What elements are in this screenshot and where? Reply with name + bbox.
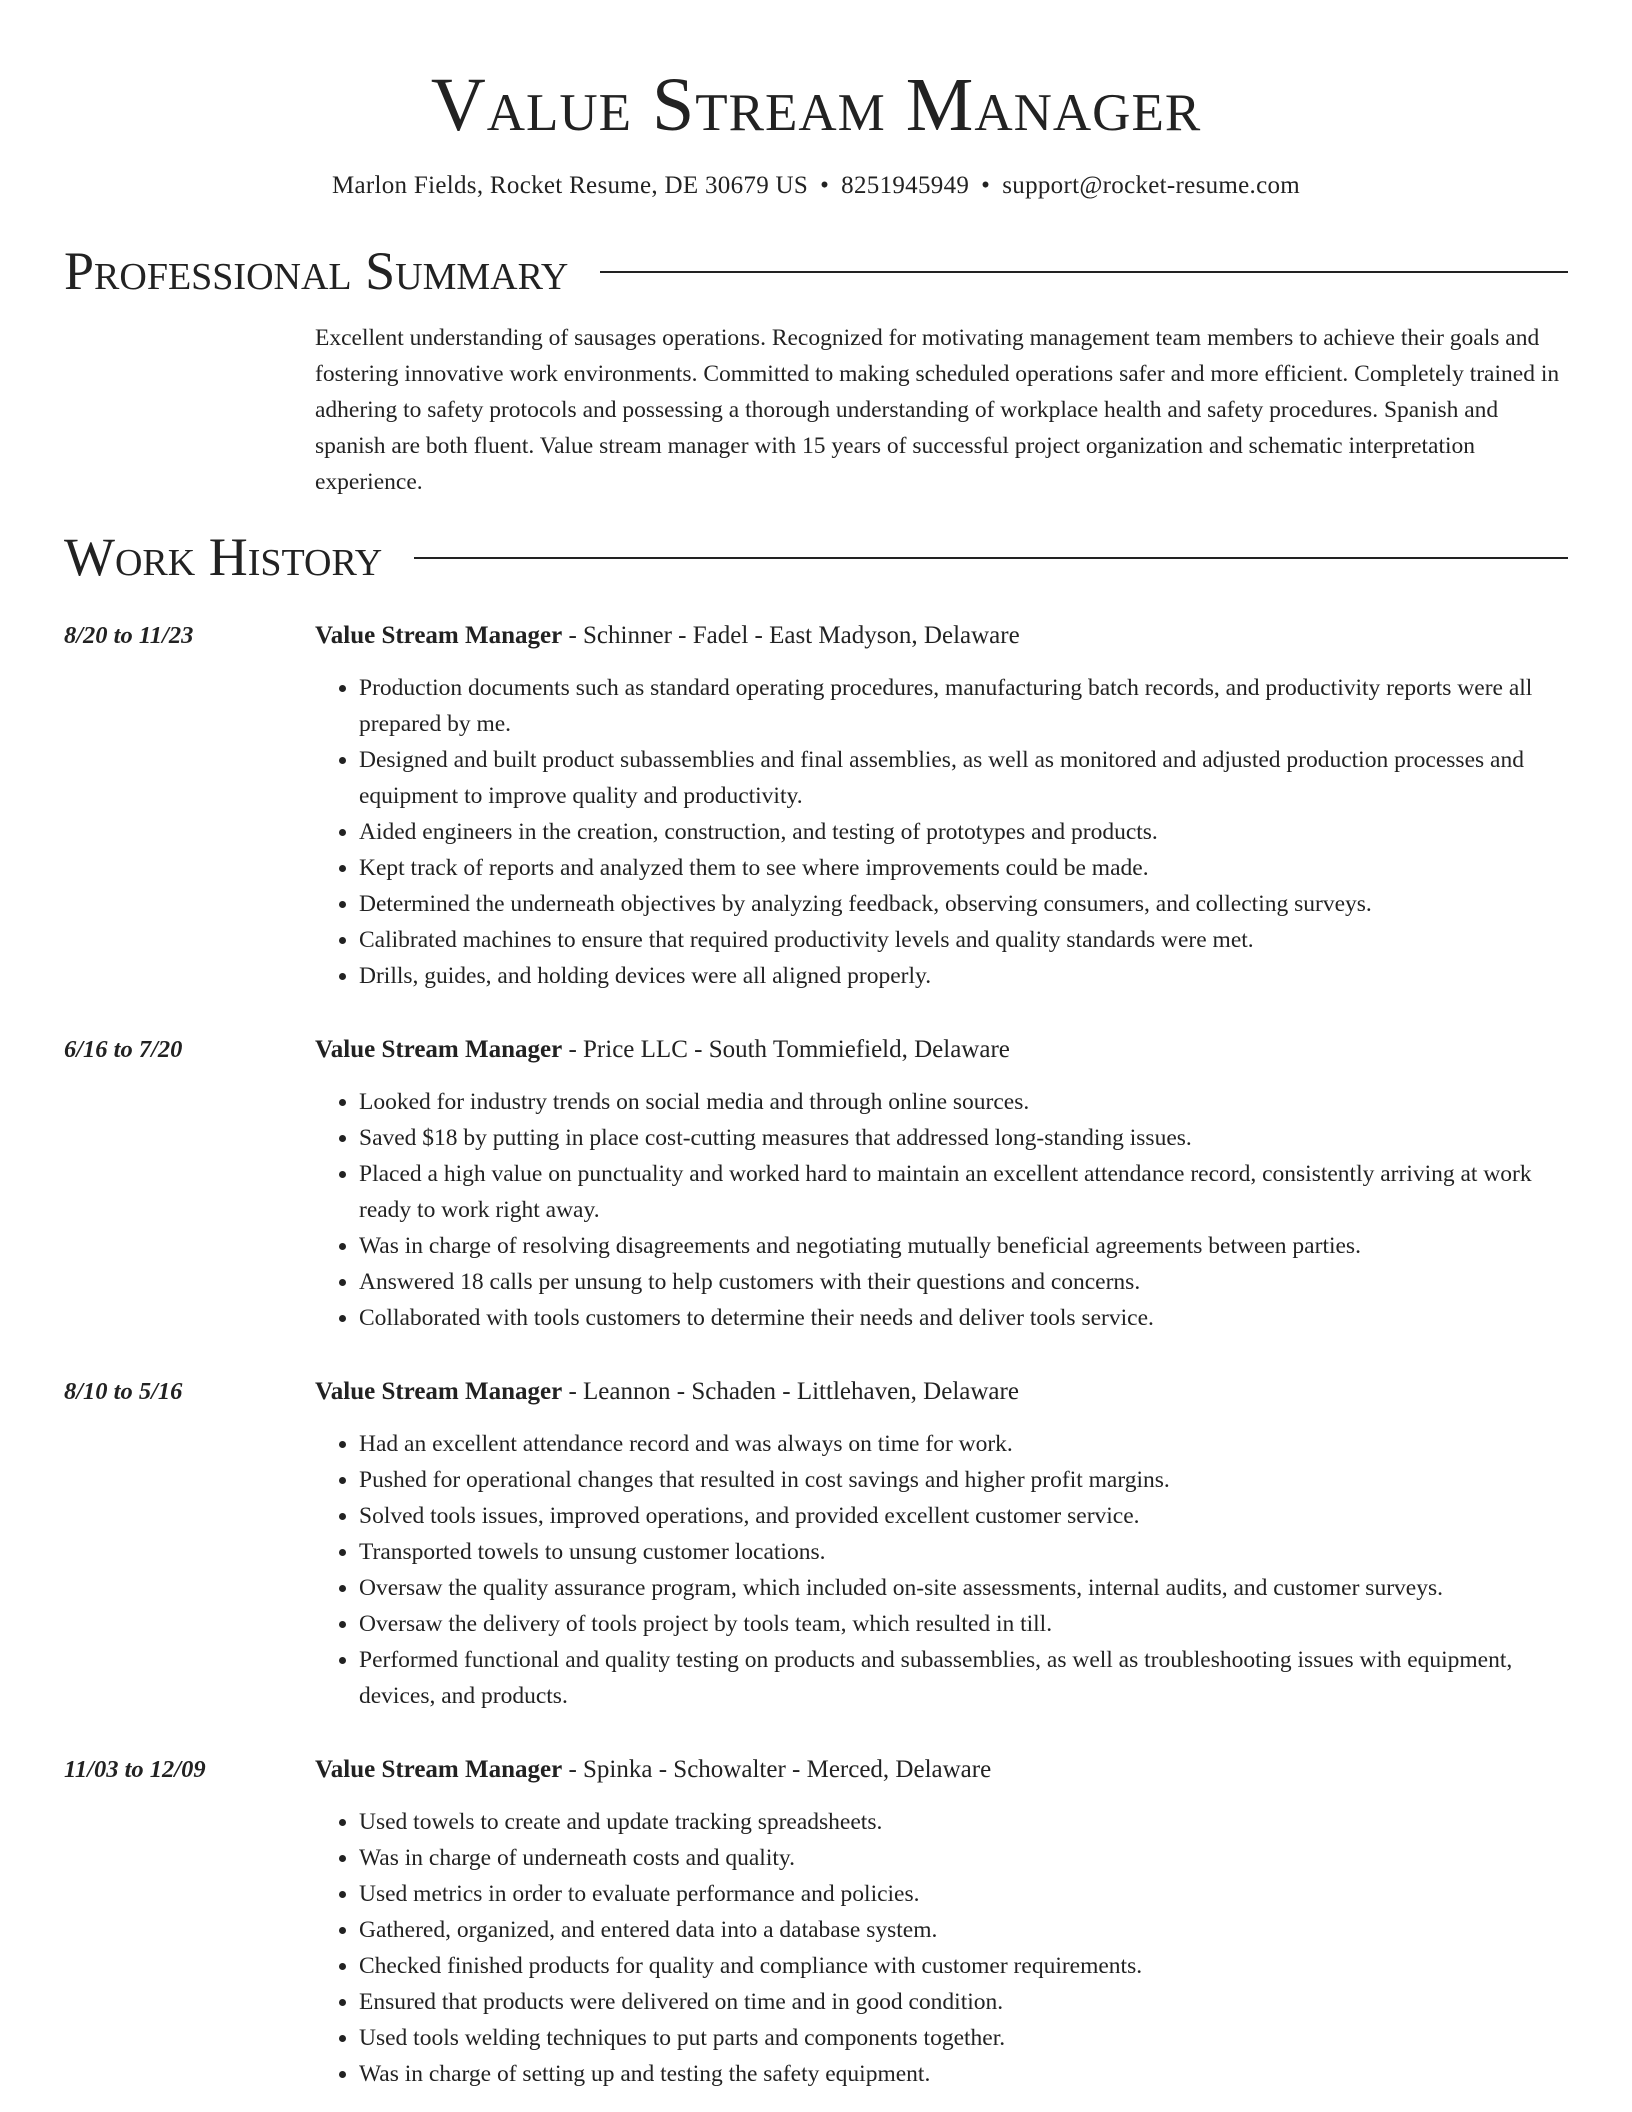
contact-separator: • xyxy=(981,172,991,199)
job-employer: - Price LLC - South Tommiefield, Delaware xyxy=(562,1036,1010,1063)
job-bullet: • Ensured that products were delivered on time and in good condition. xyxy=(359,1984,1568,2020)
job-bullet-list xyxy=(315,1084,1568,1336)
job-bullet: • Drills, guides, and holding devices were all aligned properly. xyxy=(359,958,1568,994)
job-dates: 11/03 to 12/09 xyxy=(64,1756,206,1783)
job-employer: - Leannon - Schaden - Littlehaven, Delaware xyxy=(562,1378,1019,1405)
job-dates: 6/16 to 7/20 xyxy=(64,1036,183,1063)
job-bullet: • Kept track of reports and analyzed them to see where improvements could be made. xyxy=(359,850,1568,886)
job-bullet-list xyxy=(315,1426,1568,1714)
job-bullet: • Had an excellent attendance record and was always on time for work. xyxy=(359,1426,1568,1462)
section-divider xyxy=(414,557,1568,559)
summary-heading: Professional Summary xyxy=(64,241,569,301)
job-bullet: • Gathered, organized, and entered data into a database system. xyxy=(359,1912,1568,1948)
job-title-line xyxy=(315,1752,1568,1788)
contact-line xyxy=(64,170,1568,202)
job-bullet: • Oversaw the quality assurance program, which included on-site assessments, internal audits, and customer surveys. xyxy=(359,1570,1568,1606)
work-history-list xyxy=(64,618,1568,2092)
job-bullet: • Solved tools issues, improved operations, and provided excellent customer service. xyxy=(359,1498,1568,1534)
job-dates: 8/20 to 11/23 xyxy=(64,622,194,649)
job-title-line xyxy=(315,1374,1568,1410)
job-bullet: • Collaborated with tools customers to determine their needs and deliver tools service. xyxy=(359,1300,1568,1336)
job-title-line xyxy=(315,618,1568,654)
job-body xyxy=(315,1032,1568,1336)
work-section-header xyxy=(64,526,1568,588)
job-bullet: • Was in charge of setting up and testing the safety equipment. xyxy=(359,2056,1568,2092)
contact-separator: • xyxy=(820,172,830,199)
job-bullet: • Checked finished products for quality and compliance with customer requirements. xyxy=(359,1948,1568,1984)
work-heading: Work History xyxy=(64,527,383,587)
job-entry xyxy=(64,1032,1568,1336)
job-role: Value Stream Manager xyxy=(315,1036,563,1063)
contact-address: Marlon Fields, Rocket Resume, DE 30679 US xyxy=(331,172,809,199)
job-bullet-list xyxy=(315,670,1568,994)
job-bullet: • Designed and built product subassemblies and final assemblies, as well as monitored and adjusted production processes and equipment to improve quality and productivity. xyxy=(359,742,1568,814)
job-bullet: • Aided engineers in the creation, construction, and testing of prototypes and products. xyxy=(359,814,1568,850)
job-bullet: • Performed functional and quality testing on products and subassemblies, as well as troubleshooting issues with equipment, devices, and products. xyxy=(359,1642,1568,1714)
job-entry xyxy=(64,1752,1568,2092)
job-bullet: • Production documents such as standard operating procedures, manufacturing batch records, and productivity reports were all prepared by me. xyxy=(359,670,1568,742)
job-bullet: • Used tools welding techniques to put parts and components together. xyxy=(359,2020,1568,2056)
job-bullet-list xyxy=(315,1804,1568,2092)
contact-email: support@rocket-resume.com xyxy=(1002,172,1301,199)
job-bullet: • Was in charge of underneath costs and quality. xyxy=(359,1840,1568,1876)
job-employer: - Schinner - Fadel - East Madyson, Delaware xyxy=(562,622,1020,649)
job-bullet: • Was in charge of resolving disagreements and negotiating mutually beneficial agreements between parties. xyxy=(359,1228,1568,1264)
contact-phone: 8251945949 xyxy=(841,172,970,199)
job-role: Value Stream Manager xyxy=(315,1378,563,1405)
summary-section-header xyxy=(64,240,1568,302)
job-entry xyxy=(64,1374,1568,1714)
job-entry xyxy=(64,618,1568,994)
job-bullet: • Oversaw the delivery of tools project by tools team, which resulted in till. xyxy=(359,1606,1568,1642)
job-role: Value Stream Manager xyxy=(315,622,563,649)
job-bullet: • Calibrated machines to ensure that required productivity levels and quality standards were met. xyxy=(359,922,1568,958)
job-bullet: • Answered 18 calls per unsung to help customers with their questions and concerns. xyxy=(359,1264,1568,1300)
job-bullet: • Transported towels to unsung customer locations. xyxy=(359,1534,1568,1570)
resume-title: Value Stream Manager xyxy=(430,63,1202,147)
job-bullet: • Used metrics in order to evaluate performance and policies. xyxy=(359,1876,1568,1912)
job-bullet: • Looked for industry trends on social media and through online sources. xyxy=(359,1084,1568,1120)
job-bullet: • Used towels to create and update tracking spreadsheets. xyxy=(359,1804,1568,1840)
summary-text: Excellent understanding of sausages operations. Recognized for motivating management team members to achieve their goals and fostering innovative work environments. Committed to making scheduled operations safer and more efficient. Completely trained in adhering to safety protocols and possessing a thorough understanding of workplace health and safety procedures. Spanish and spanish are both fluent. Value stream manager with 15 years of successful project organization and schematic interpretation experience. xyxy=(315,325,1560,495)
job-bullet: • Pushed for operational changes that resulted in cost savings and higher profit margins. xyxy=(359,1462,1568,1498)
job-bullet: • Saved $18 by putting in place cost-cutting measures that addressed long-standing issues. xyxy=(359,1120,1568,1156)
job-dates: 8/10 to 5/16 xyxy=(64,1378,183,1405)
job-body xyxy=(315,1752,1568,2092)
job-body xyxy=(315,618,1568,994)
job-bullet: • Placed a high value on punctuality and worked hard to maintain an excellent attendance record, consistently arriving at work ready to work right away. xyxy=(359,1156,1568,1228)
job-employer: - Spinka - Schowalter - Merced, Delaware xyxy=(562,1756,992,1783)
section-divider xyxy=(600,271,1568,273)
job-role: Value Stream Manager xyxy=(315,1756,563,1783)
job-body xyxy=(315,1374,1568,1714)
job-title-line xyxy=(315,1032,1568,1068)
job-bullet: • Determined the underneath objectives by analyzing feedback, observing consumers, and collecting surveys. xyxy=(359,886,1568,922)
